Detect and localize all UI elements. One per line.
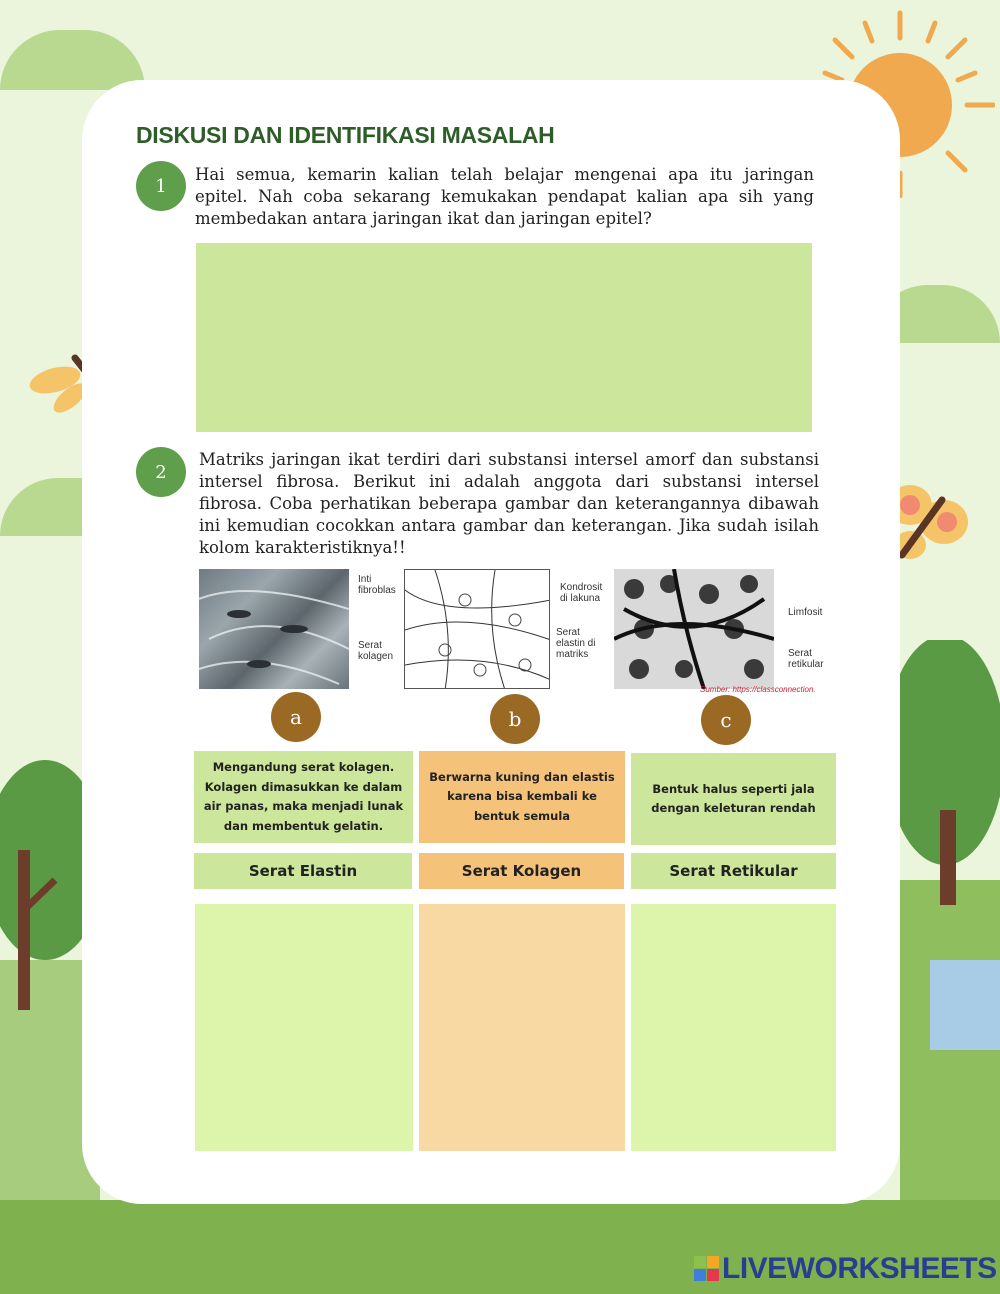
answer-box-1[interactable] — [196, 243, 812, 432]
figure-source: Sumber: https://classconnection. — [700, 685, 816, 694]
answer-box-elastin[interactable] — [195, 904, 413, 1151]
micrograph-a — [199, 569, 349, 689]
label-a: a — [271, 692, 321, 742]
answer-box-kolagen[interactable] — [419, 904, 625, 1151]
caption-c-2: Serat retikular — [788, 648, 824, 670]
caption-c-1: Limfosit — [788, 607, 823, 618]
caption-a-1: Inti fibroblas — [358, 574, 396, 596]
description-card-3[interactable]: Bentuk halus seperti jala dengan keleturan rendah — [631, 753, 836, 845]
question-number-1: 1 — [136, 161, 186, 211]
liveworksheets-logo[interactable] — [694, 1252, 997, 1286]
section-title: DISKUSI DAN IDENTIFIKASI MASALAH — [136, 122, 555, 148]
fiber-label-retikular: Serat Retikular — [631, 853, 836, 889]
fiber-label-elastin: Serat Elastin — [194, 853, 412, 889]
label-b: b — [490, 694, 540, 744]
question-number-2: 2 — [136, 447, 186, 497]
answer-box-retikular[interactable] — [631, 904, 836, 1151]
micrograph-c — [614, 569, 774, 689]
description-card-1[interactable]: Mengandung serat kolagen. Kolagen dimasukkan ke dalam air panas, maka menjadi lunak dan membentuk gelatin. — [194, 751, 413, 843]
fiber-label-kolagen: Serat Kolagen — [419, 853, 624, 889]
label-c: c — [701, 695, 751, 745]
caption-b-1: Kondrosit di lakuna — [560, 582, 603, 604]
question-2-text: Matriks jaringan ikat terdiri dari substansi intersel amorf dan substansi intersel fibrosa. Berikut ini adalah anggota dari substansi intersel fibrosa. Coba perhatikan beberapa gambar dan keterangannya dibawah ini kemudian cocokkan antara gambar dan keterangan. Jika sudah isilah kolom karakteristiknya!! — [199, 450, 819, 557]
pond — [930, 960, 1000, 1050]
caption-b-2: Serat elastin di matriks — [556, 627, 596, 660]
logo-icon — [694, 1256, 720, 1282]
description-card-2[interactable]: Berwarna kuning dan elastis karena bisa kembali ke bentuk semula — [419, 751, 625, 843]
caption-a-2: Serat kolagen — [358, 640, 394, 662]
logo-text: LIVEWORKSHEETS — [722, 1252, 997, 1285]
micrograph-b — [404, 569, 550, 689]
question-1-text: Hai semua, kemarin kalian telah belajar mengenai apa itu jaringan epitel. Nah coba sekarang kemukakan pendapat kalian apa sih yang membedakan antara jaringan ikat dan jaringan epitel? — [195, 165, 814, 228]
